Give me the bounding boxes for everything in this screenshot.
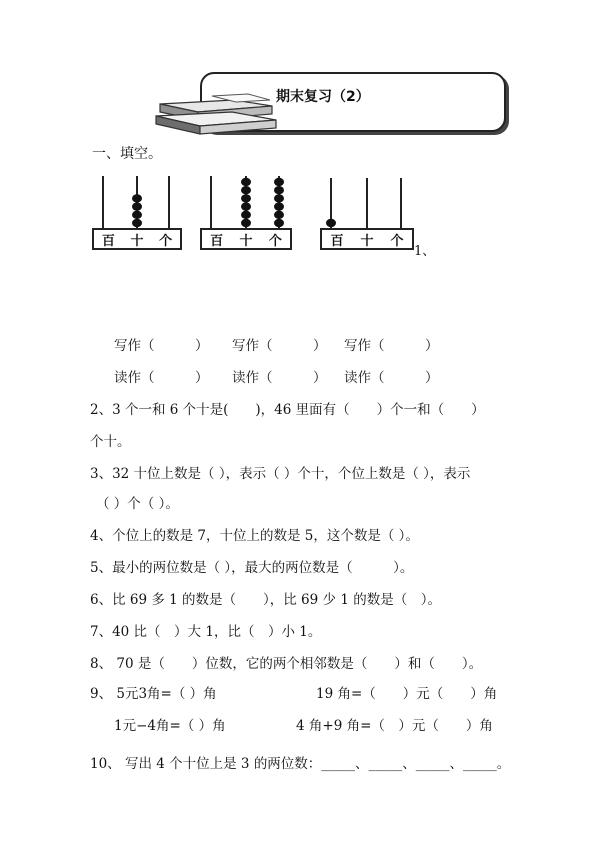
abacus-bead-tens <box>241 211 251 219</box>
read-blank-2: 读作（ ） <box>232 370 327 386</box>
abacus-bead-ones <box>274 186 284 194</box>
question-5: 5、最小的两位数是（ ），最大的两位数是（ ）。 <box>90 560 414 576</box>
abacus-question-number: 1、 <box>414 244 436 259</box>
abacus-2 <box>200 170 292 250</box>
read-blank-1: 读作（ ） <box>114 370 209 386</box>
place-label-hundreds: 百 <box>101 233 115 249</box>
question-3-line-2: （ ）个（ ）。 <box>96 496 179 512</box>
abacus-bead-tens <box>132 194 142 202</box>
place-label-tens: 十 <box>130 233 144 249</box>
abacus-3 <box>320 172 414 250</box>
question-9-right-1: 19 角=（ ）元（ ）角 <box>316 686 498 702</box>
abacus-bead-tens <box>241 194 251 202</box>
abacus-1 <box>92 170 182 250</box>
abacus-drawing <box>320 172 414 250</box>
question-8: 8、 70 是（ ）位数，它的两个相邻数是（ ）和（ ）。 <box>90 656 483 672</box>
abacus-bead-tens <box>241 178 251 186</box>
place-label-ones: 个 <box>268 233 282 249</box>
question-9-left-2: 1元−4角=（ ）角 <box>114 718 226 734</box>
question-9-right-2: 4 角+9 角=（ ）元（ ）角 <box>296 718 493 734</box>
abacus-bead-tens <box>132 211 142 219</box>
question-2-line-2: 个十。 <box>90 434 131 450</box>
abacus-drawing <box>92 170 182 250</box>
place-label-ones: 个 <box>390 233 404 249</box>
question-4: 4、个位上的数是 7，十位上的数是 5，这个数是（ ）。 <box>90 528 419 544</box>
books-illustration <box>152 92 280 136</box>
read-blank-3: 读作（ ） <box>344 370 439 386</box>
abacus-bead-ones <box>274 211 284 219</box>
abacus-bead-tens <box>241 202 251 210</box>
question-6: 6、比 69 多 1 的数是（ ），比 69 少 1 的数是（ ）。 <box>90 592 441 608</box>
place-label-hundreds: 百 <box>330 233 344 249</box>
page-title: 期末复习（2） <box>276 89 370 105</box>
abacus-bead-tens <box>132 219 142 227</box>
place-label-hundreds: 百 <box>210 233 224 249</box>
abacus-bead-tens <box>132 202 142 210</box>
section-heading: 一、填空。 <box>92 146 162 162</box>
abacus-bead-hundreds <box>326 219 336 227</box>
question-10: 10、 写出 4 个十位上是 3 的两位数：_____、_____、_____、_____。 <box>90 756 511 772</box>
place-label-tens: 十 <box>239 233 253 249</box>
abacus-drawing <box>200 170 292 250</box>
question-2-line-1: 2、3 个一和 6 个十是( )，46 里面有（ ）个一和（ ） <box>90 402 485 418</box>
abacus-bead-tens <box>241 219 251 227</box>
abacus-bead-ones <box>274 194 284 202</box>
abacus-bead-ones <box>274 202 284 210</box>
question-9-left-1: 9、 5元3角=（ ）角 <box>90 686 217 702</box>
place-label-ones: 个 <box>159 233 173 249</box>
question-3-line-1: 3、32 十位上数是（ ），表示（ ）个十，个位上数是（ ），表示 <box>90 466 471 482</box>
write-blank-3: 写作（ ） <box>344 338 439 354</box>
abacus-bead-ones <box>274 219 284 227</box>
question-7: 7、40 比（ ）大 1，比（ ）小 1。 <box>90 624 322 640</box>
abacus-bead-ones <box>274 178 284 186</box>
write-blank-1: 写作（ ） <box>114 338 209 354</box>
abacus-bead-tens <box>241 186 251 194</box>
place-label-tens: 十 <box>360 233 374 249</box>
write-blank-2: 写作（ ） <box>232 338 327 354</box>
